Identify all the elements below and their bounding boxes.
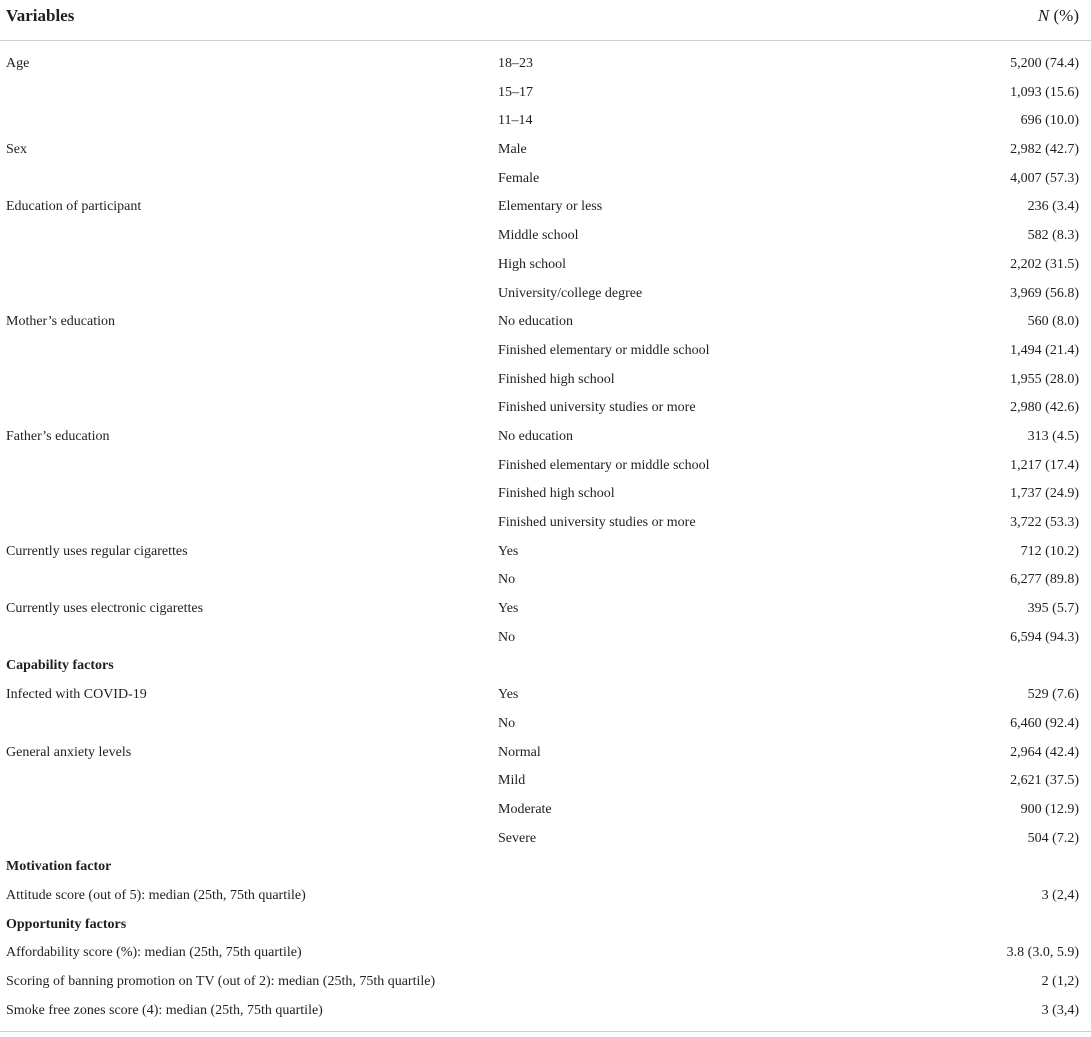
category-cell: 15–17	[498, 84, 533, 100]
table-row	[0, 796, 1091, 825]
category-cell: No	[498, 715, 516, 731]
variable-cell: Currently uses regular cigarettes	[6, 543, 188, 559]
table-row	[0, 767, 1091, 796]
n-percent-cell: 1,494 (21.4)	[1010, 342, 1079, 358]
variable-cell: Smoke free zones score (4): median (25th, 75th quartile)	[6, 1002, 323, 1018]
table-row	[0, 222, 1091, 251]
category-cell: Elementary or less	[498, 199, 603, 215]
category-cell: Mild	[498, 773, 526, 789]
n-percent-cell: 6,594 (94.3)	[1010, 629, 1079, 645]
n-percent-cell: 696 (10.0)	[1020, 113, 1079, 129]
n-percent-cell: 6,460 (92.4)	[1010, 715, 1079, 731]
category-cell: 18–23	[498, 56, 533, 71]
n-percent-cell: 504 (7.2)	[1027, 830, 1079, 846]
category-cell: Severe	[498, 830, 537, 846]
section-row	[0, 853, 1091, 882]
section-row	[0, 652, 1091, 681]
n-percent-cell: 1,955 (28.0)	[1010, 371, 1079, 387]
table-row	[0, 968, 1091, 997]
section-heading: Opportunity factors	[6, 916, 127, 932]
section-heading: Motivation factor	[6, 859, 112, 875]
table-row	[0, 681, 1091, 710]
table-row	[0, 136, 1091, 165]
variable-cell: Scoring of banning promotion on TV (out of 2): median (25th, 75th quartile)	[6, 974, 436, 989]
variable-cell: Age	[6, 56, 30, 71]
n-percent-cell: 2,202 (31.5)	[1010, 256, 1079, 272]
table-row	[0, 193, 1091, 222]
n-percent-cell: 2,982 (42.7)	[1010, 142, 1079, 158]
table-row	[0, 423, 1091, 452]
category-cell: Yes	[498, 687, 519, 703]
variable-cell: General anxiety levels	[6, 744, 132, 760]
n-percent-cell: 1,093 (15.6)	[1010, 84, 1079, 100]
n-percent-cell: 560 (8.0)	[1027, 314, 1079, 330]
n-percent-cell: 2,621 (37.5)	[1010, 773, 1079, 789]
n-percent-cell: 712 (10.2)	[1020, 543, 1079, 559]
n-percent-cell: 529 (7.6)	[1027, 687, 1079, 703]
category-cell: Yes	[498, 601, 519, 617]
category-cell: Female	[498, 170, 540, 186]
n-percent-cell: 1,737 (24.9)	[1010, 486, 1079, 502]
table-header	[0, 0, 1091, 41]
variable-cell: Affordability score (%): median (25th, 75th quartile)	[6, 945, 302, 961]
table-row	[0, 509, 1091, 538]
table-row	[0, 882, 1091, 911]
category-cell: Normal	[498, 744, 541, 760]
category-cell: Finished elementary or middle school	[498, 457, 710, 473]
variable-cell: Attitude score (out of 5): median (25th, 75th quartile)	[6, 887, 306, 903]
header-percent: (%)	[1049, 6, 1079, 25]
category-cell: No	[498, 629, 516, 645]
table-row	[0, 79, 1091, 108]
variable-cell: Father’s education	[6, 428, 110, 444]
n-percent-cell: 313 (4.5)	[1027, 428, 1079, 444]
n-percent-cell: 2 (1,2)	[1041, 974, 1079, 989]
table-row	[0, 710, 1091, 739]
table-row	[0, 308, 1091, 337]
table-row	[0, 107, 1091, 136]
table-row	[0, 739, 1091, 768]
category-cell: No education	[498, 428, 574, 444]
table-body	[0, 50, 1091, 1025]
table-row	[0, 939, 1091, 968]
table-row	[0, 366, 1091, 395]
n-percent-cell: 2,980 (42.6)	[1010, 400, 1079, 416]
table-row	[0, 452, 1091, 481]
variable-cell: Education of participant	[6, 199, 142, 215]
category-cell: Finished university studies or more	[498, 400, 696, 416]
n-percent-cell: 3.8 (3.0, 5.9)	[1006, 945, 1079, 961]
header-n-symbol: N	[1037, 6, 1050, 25]
category-cell: Finished high school	[498, 486, 615, 502]
category-cell: Yes	[498, 543, 519, 559]
n-percent-cell: 236 (3.4)	[1027, 199, 1079, 215]
table-row	[0, 624, 1091, 653]
table-row	[0, 337, 1091, 366]
n-percent-cell: 900 (12.9)	[1020, 801, 1079, 817]
category-cell: Finished university studies or more	[498, 515, 696, 530]
category-cell: Finished high school	[498, 371, 615, 387]
table-row	[0, 825, 1091, 854]
category-cell: Moderate	[498, 801, 552, 817]
category-cell: Male	[498, 142, 527, 158]
section-row	[0, 911, 1091, 940]
category-cell: Finished elementary or middle school	[498, 342, 710, 358]
table-row	[0, 251, 1091, 280]
n-percent-cell: 3,969 (56.8)	[1010, 285, 1079, 301]
variable-cell: Mother’s education	[6, 314, 115, 330]
n-percent-cell: 2,964 (42.4)	[1010, 744, 1079, 760]
n-percent-cell: 3 (2,4)	[1041, 887, 1079, 903]
n-percent-cell: 1,217 (17.4)	[1010, 457, 1079, 473]
table-row	[0, 538, 1091, 567]
category-cell: University/college degree	[498, 285, 643, 301]
n-percent-cell: 4,007 (57.3)	[1010, 170, 1079, 186]
bottom-rule	[0, 1031, 1091, 1032]
n-percent-cell: 582 (8.3)	[1027, 228, 1079, 244]
variable-cell: Sex	[6, 142, 27, 158]
variable-cell: Currently uses electronic cigarettes	[6, 601, 204, 617]
n-percent-cell: 395 (5.7)	[1027, 601, 1079, 617]
n-percent-cell: 5,200 (74.4)	[1010, 56, 1079, 71]
n-percent-cell: 3,722 (53.3)	[1010, 515, 1079, 530]
table-row	[0, 595, 1091, 624]
header-variables: Variables	[6, 6, 75, 25]
category-cell: High school	[498, 256, 567, 272]
n-percent-cell: 3 (3,4)	[1041, 1002, 1079, 1018]
table-row	[0, 165, 1091, 194]
category-cell: Middle school	[498, 228, 579, 244]
table-row	[0, 50, 1091, 79]
table-row	[0, 394, 1091, 423]
variable-cell: Infected with COVID-19	[6, 687, 147, 703]
n-percent-cell: 6,277 (89.8)	[1010, 572, 1079, 588]
category-cell: No education	[498, 314, 574, 330]
category-cell: 11–14	[498, 113, 533, 129]
category-cell: No	[498, 572, 516, 588]
table-row	[0, 280, 1091, 309]
section-heading: Capability factors	[6, 658, 114, 674]
table-row	[0, 566, 1091, 595]
table-row	[0, 997, 1091, 1026]
table-row	[0, 480, 1091, 509]
header-n-percent	[1038, 6, 1079, 26]
